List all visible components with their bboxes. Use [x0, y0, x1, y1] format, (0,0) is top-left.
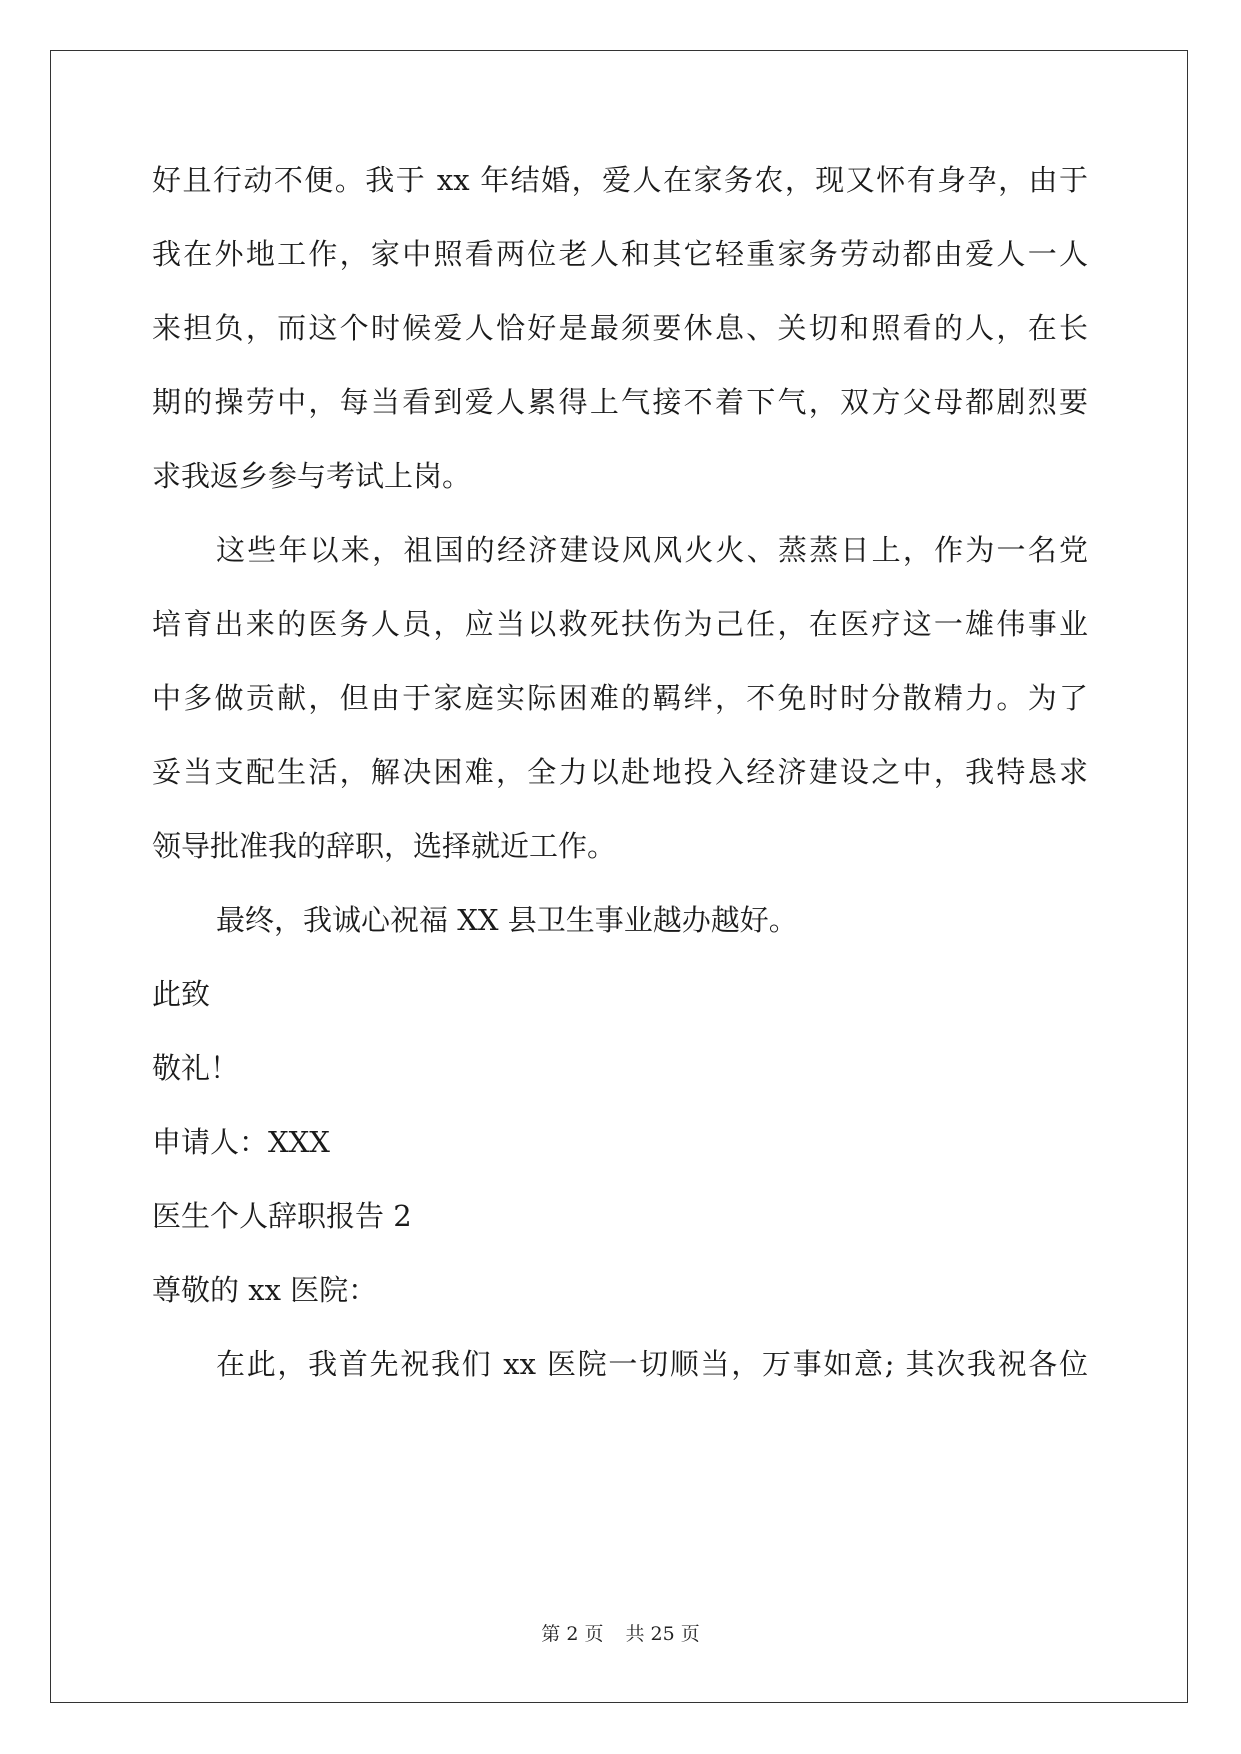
closing-line: 此致 [152, 977, 211, 1011]
text-line-7: 培育出来的医务人员，应当以救死扶伤为己任，在医疗这一雄伟事业 [152, 607, 1088, 641]
text-line-1: 好且行动不便。我于 xx 年结婚，爱人在家务农，现又怀有身孕，由于 [152, 163, 1088, 197]
applicant-line: 申请人：XXX [152, 1125, 330, 1159]
text-line-3: 来担负，而这个时候爱人恰好是最须要休息、关切和照看的人，在长 [152, 311, 1088, 345]
greeting-line: 尊敬的 xx 医院： [152, 1273, 378, 1307]
section-title: 医生个人辞职报告 2 [152, 1199, 412, 1233]
text-line-8: 中多做贡献，但由于家庭实际困难的羁绊，不免时时分散精力。为了 [152, 681, 1088, 715]
text-line-4: 期的操劳中，每当看到爱人累得上气接不着下气，双方父母都剧烈要 [152, 385, 1088, 419]
text-line-17: 在此，我首先祝我们 xx 医院一切顺当，万事如意; 其次我祝各位 [216, 1347, 1088, 1381]
text-line-2: 我在外地工作，家中照看两位老人和其它轻重家务劳动都由爱人一人 [152, 237, 1088, 271]
salutation-line: 敬礼！ [152, 1051, 240, 1085]
page-total: 共 25 页 [625, 1623, 700, 1645]
text-line-10: 领导批准我的辞职，选择就近工作。 [152, 829, 617, 863]
page-footer [0, 1622, 1241, 1646]
text-line-11: 最终，我诚心祝福 XX 县卫生事业越办越好。 [216, 903, 798, 937]
text-line-5: 求我返乡参与考试上岗。 [152, 459, 472, 493]
text-line-6: 这些年以来，祖国的经济建设风风火火、蒸蒸日上，作为一名党 [216, 533, 1088, 567]
page-number: 第 2 页 [541, 1623, 604, 1645]
text-line-9: 妥当支配生活，解决困难，全力以赴地投入经济建设之中，我特恳求 [152, 755, 1088, 789]
page-frame [50, 50, 1188, 1703]
